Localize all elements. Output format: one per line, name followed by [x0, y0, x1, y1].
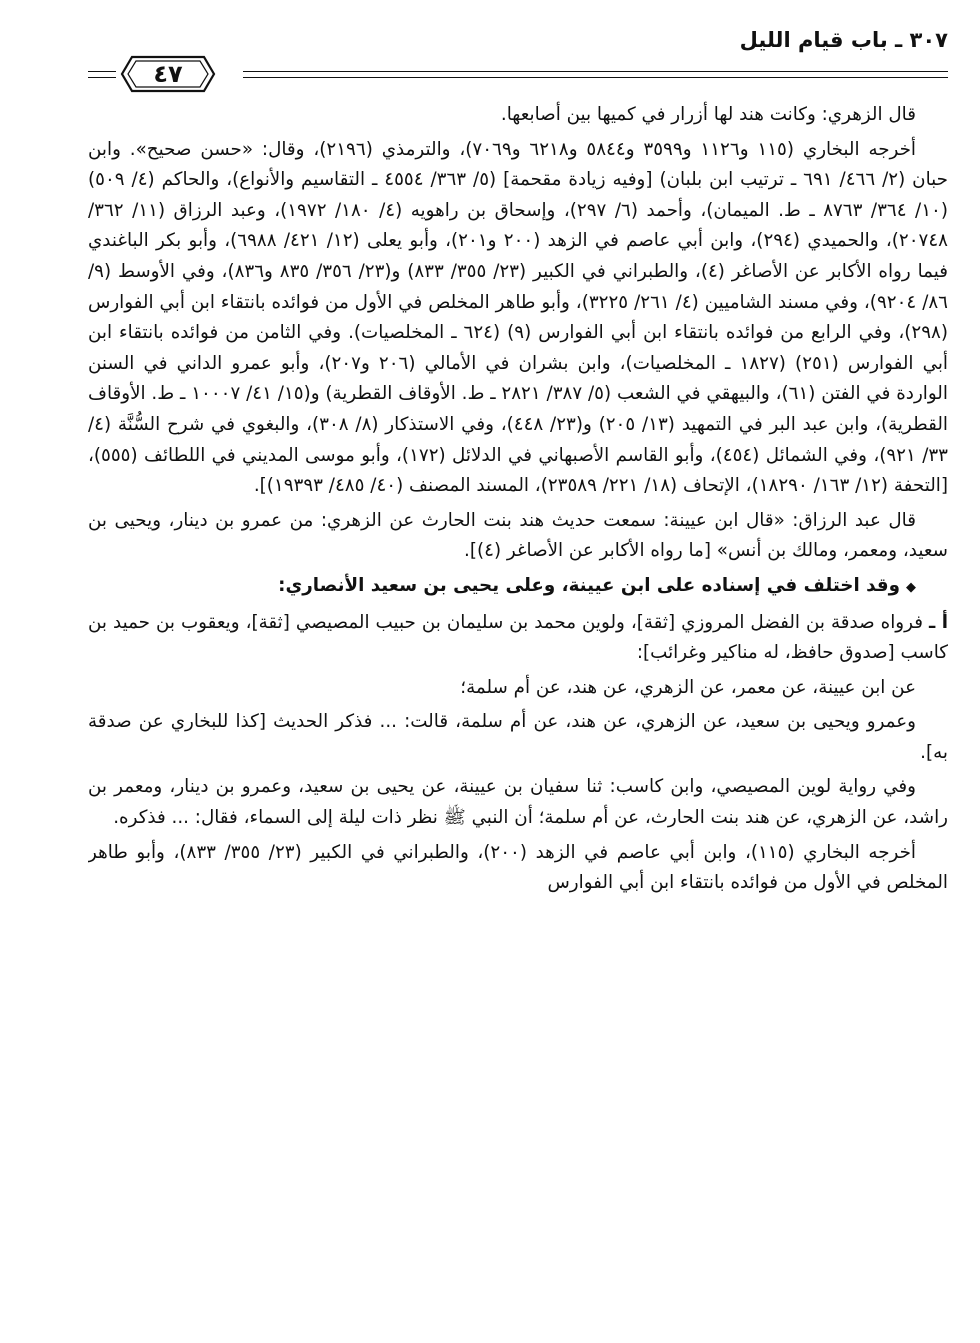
- paragraph-route-a: [88, 608, 948, 669]
- paragraph-takhrij-2: أخرجه البخاري (١١٥)، وابن أبي عاصم في الزهد (٢٠٠)، والطبراني في الكبير (٢٣/ ٣٥٥/ ٨٣٣)، وأبو طاهر المخلص في الأول من فوائده بانتقاء ابن أبي الفوارس: [88, 841, 948, 894]
- header-rule-top: [243, 71, 948, 72]
- route-label: أ ـ: [928, 611, 948, 633]
- paragraph-chain-2: وعمرو ويحيى بن سعيد، عن الزهري، عن هند، عن أم سلمة، قالت: ... فذكر الحديث [كذا للبخاري عن صدقة به].: [88, 711, 948, 763]
- paragraph-abdurrazzaq: قال عبد الرزاق: «قال ابن عيينة: سمعت حديث هند بنت الحارث عن الزهري: من عمرو بن دينار، ويحيى بن سعيد، ومعمر، ومالك بن أنس» [ما رواه الأكابر عن الأصاغر (٤)].: [88, 509, 948, 562]
- page-header: [88, 28, 948, 98]
- paragraph-chain-1: عن ابن عيينة، عن معمر، عن الزهري، عن هند، عن أم سلمة؛: [460, 676, 916, 698]
- deco-line-top: [88, 71, 116, 72]
- deco-line-bottom: [88, 77, 116, 78]
- paragraph-luwayn-riwaya: وفي رواية لوين المصيصي، وابن كاسب: ثنا سفيان بن عيينة، عن يحيى بن سعيد، وعمرو بن دينار، ومعمر بن راشد، عن الزهري، عن هند بنت الحارث، عن أم سلمة؛ أن النبي ﷺ نظر ذات ليلة إلى السماء، فقال: ... فذكره.: [88, 776, 948, 829]
- bullet-icon: ◆: [906, 579, 916, 595]
- page-number-badge: [118, 53, 218, 95]
- section-heading: [88, 571, 948, 604]
- page-body: [88, 100, 948, 1325]
- page-number: ٤٧: [153, 60, 183, 88]
- header-rule-bottom: [243, 77, 948, 78]
- route-a-text: فرواه صدقة بن الفضل المروزي [ثقة]، ولوين محمد بن سليمان بن حبيب المصيصي [ثقة]، ويعقوب بن حميد بن كاسب [صدوق حافظ، له مناكير وغرائب]:: [88, 611, 948, 664]
- paragraph-takhrij: أخرجه البخاري (١١٥ و١١٢٦ و٣٥٩٩ و٥٨٤٤ و٦٢١٨ و٧٠٦٩)، والترمذي (٢١٩٦)، وقال: «حسن صحيح». وابن حبان (٢/ ٤٦٦/ ٦٩١ ـ ترتيب ابن بلبان) [وفيه زيادة مقحمة] (٥/ ٣٦٣/ ٤٥٥٤ ـ التقاسيم والأنواع)، والحاكم (٤/ ٥٠٩) (١٠/ ٣٦٤/ ٨٧٦٣ ـ ط. الميمان)، وأحمد (٦/ ٢٩٧)، وإسحاق بن راهويه (٤/ ١٨٠/ ١٩٧٢)، وعبد الرزاق (١١/ ٣٦٢/ ٢٠٧٤٨)، والحميدي (٢٩٤)، وابن أبي عاصم في الزهد (٢٠٠ و٢٠١)، وأبو يعلى (١٢/ ٤٢١/ ٦٩٨٨)، وأبو بكر الباغندي فيما رواه الأكابر عن الأصاغر (٤)، والطبراني في الكبير (٢٣/ ٣٥٥/ ٨٣٣) و(٢٣/ ٣٥٦/ ٨٣٥ و٨٣٦)، وفي الأوسط (٩/ ٨٦/ ٩٢٠٤)، وفي مسند الشاميين (٤/ ٢٦١/ ٣٢٢٥)، وأبو طاهر المخلص في الأول من فوائده بانتقاء ابن أبي الفوارس (٢٩٨)، وفي الرابع من فوائده بانتقاء ابن أبي الفوارس (٩) (٦٢٤ ـ المخلصيات). وفي الثامن من فوائده بانتقاء ابن أبي الفوارس (٢٥١) (١٨٢٧ ـ المخلصيات)، وابن بشران في الأمالي (٢٠٦ و٢٠٧)، وأبو عمرو الداني في السنن الواردة في الفتن (٦١)، والبيهقي في الشعب (٥/ ٣٨٧/ ٢٨٢١ ـ ط. الأوقاف القطرية) و(١٥/ ٤١/ ١٠٠٠٧ ـ ط. الأوقاف القطرية)، وابن عبد البر في التمهيد (١٣/ ٢٠٥) و(٢٣/ ٤٤٨)، وفي الاستذكار (٨/ ٣٠٨)، والبغوي في شرح السُّنَّة (٤/ ٣٣/ ٩٢١)، وفي الشمائل (٤٥٤)، وأبو القاسم الأصبهاني في الدلائل (١٧٢)، وأبو موسى المديني في اللطائف (٥٥٥)، [التحفة (١٢/ ١٦٣/ ١٨٢٩٠)، الإتحاف (١٨/ ٢٢١/ ٢٣٥٨٩)، المسند المصنف (٤٠/ ٤٨٥/ ١٩٣٩٣)].: [88, 138, 948, 497]
- section-heading-text: وقد اختلف في إسناده على ابن عيينة، وعلى يحيى بن سعيد الأنصاري:: [278, 574, 900, 596]
- paragraph-zuhri-quote: قال الزهري: وكانت هند لها أزرار في كميها بين أصابعها.: [500, 104, 916, 125]
- chapter-title: ٣٠٧ ـ باب قيام الليل: [739, 28, 948, 52]
